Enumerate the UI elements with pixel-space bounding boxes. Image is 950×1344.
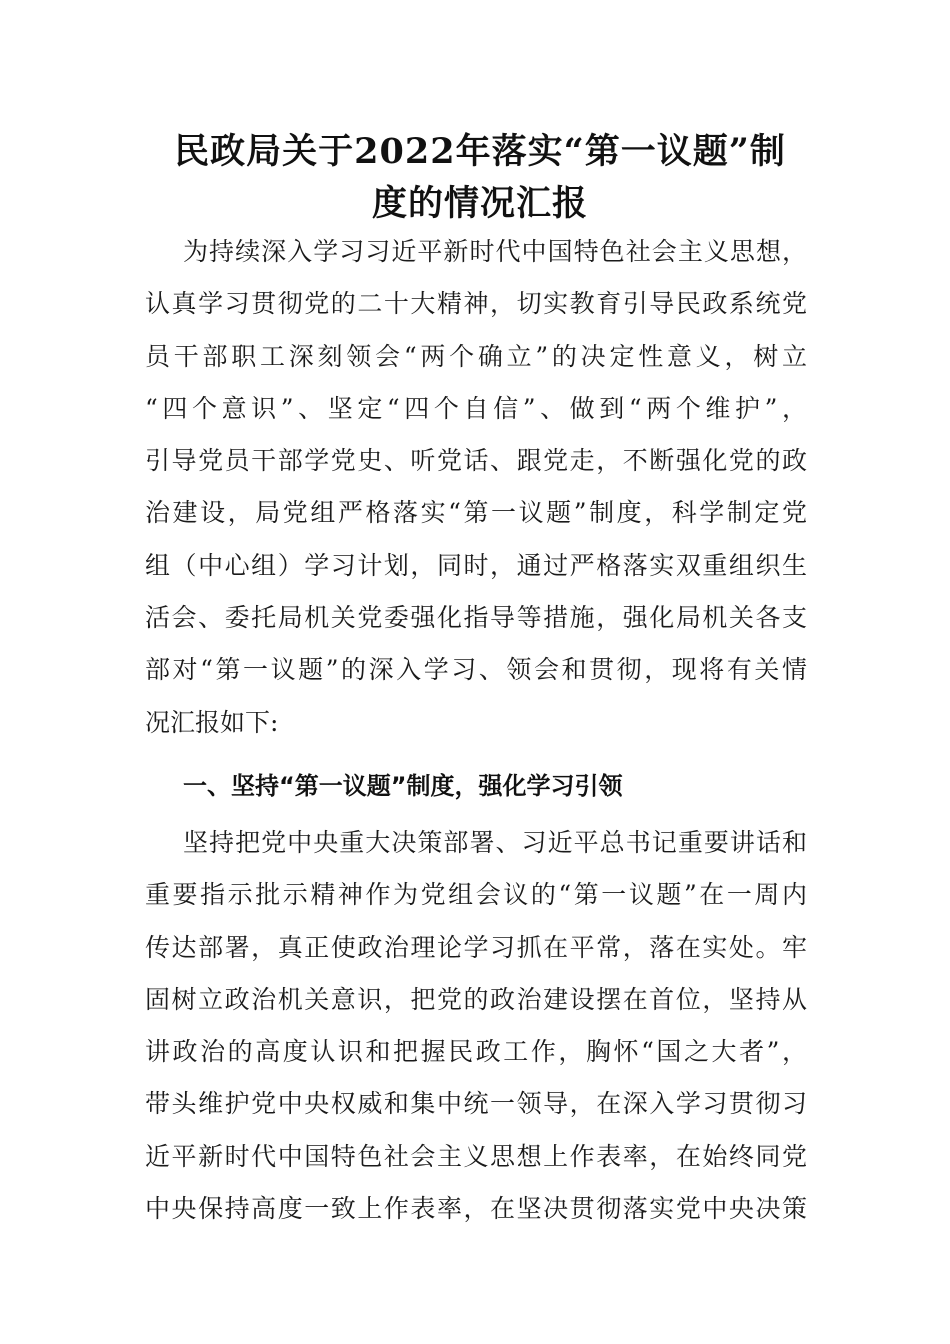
- paragraph-line: 治建设，局党组严格落实“第一议题”制度，科学制定党: [145, 498, 807, 528]
- title-line: 民政局关于2022年落实“第一议题”制: [174, 131, 786, 172]
- paragraph-line: 讲政治的高度认识和把握民政工作，胸怀“国之大者”，: [145, 1037, 807, 1067]
- paragraph-line: 传达部署，真正使政治理论学习抓在平常，落在实处。牢: [145, 932, 807, 962]
- paragraph-line: “四个意识”、坚定“四个自信”、做到“两个维护”，: [145, 393, 807, 423]
- section-heading: 一、坚持“第一议题”制度，强化学习引领: [183, 771, 623, 800]
- title-line: 度的情况汇报: [371, 183, 588, 224]
- paragraph-intro: [145, 226, 807, 749]
- paragraph-line: 重要指示批示精神作为党组会议的“第一议题”在一周内: [145, 880, 807, 910]
- paragraph-section-1: [145, 817, 807, 1235]
- document-title: [150, 126, 810, 230]
- paragraph-line: 员干部职工深刻领会“两个确立”的决定性意义，树立: [145, 341, 807, 371]
- paragraph-line: 固树立政治机关意识，把党的政治建设摆在首位，坚持从: [145, 984, 807, 1014]
- paragraph-line: 况汇报如下:: [145, 707, 279, 737]
- paragraph-line: 活会、委托局机关党委强化指导等措施，强化局机关各支: [145, 603, 807, 633]
- paragraph-line: 中央保持高度一致上作表率，在坚决贯彻落实党中央决策: [145, 1194, 807, 1224]
- paragraph-line: 为持续深入学习习近平新时代中国特色社会主义思想，: [183, 237, 807, 266]
- paragraph-line: 引导党员干部学党史、听党话、跟党走，不断强化党的政: [145, 446, 807, 476]
- paragraph-line: 坚持把党中央重大决策部署、习近平总书记重要讲话和: [183, 827, 807, 857]
- paragraph-line: 近平新时代中国特色社会主义思想上作表率，在始终同党: [145, 1141, 807, 1171]
- paragraph-line: 带头维护党中央权威和集中统一领导，在深入学习贯彻习: [145, 1089, 807, 1119]
- paragraph-line: 认真学习贯彻党的二十大精神，切实教育引导民政系统党: [145, 289, 807, 319]
- document-body: [145, 226, 807, 1235]
- paragraph-line: 部对“第一议题”的深入学习、领会和贯彻，现将有关情: [145, 655, 807, 685]
- paragraph-line: 组（中心组）学习计划，同时，通过严格落实双重组织生: [145, 550, 807, 580]
